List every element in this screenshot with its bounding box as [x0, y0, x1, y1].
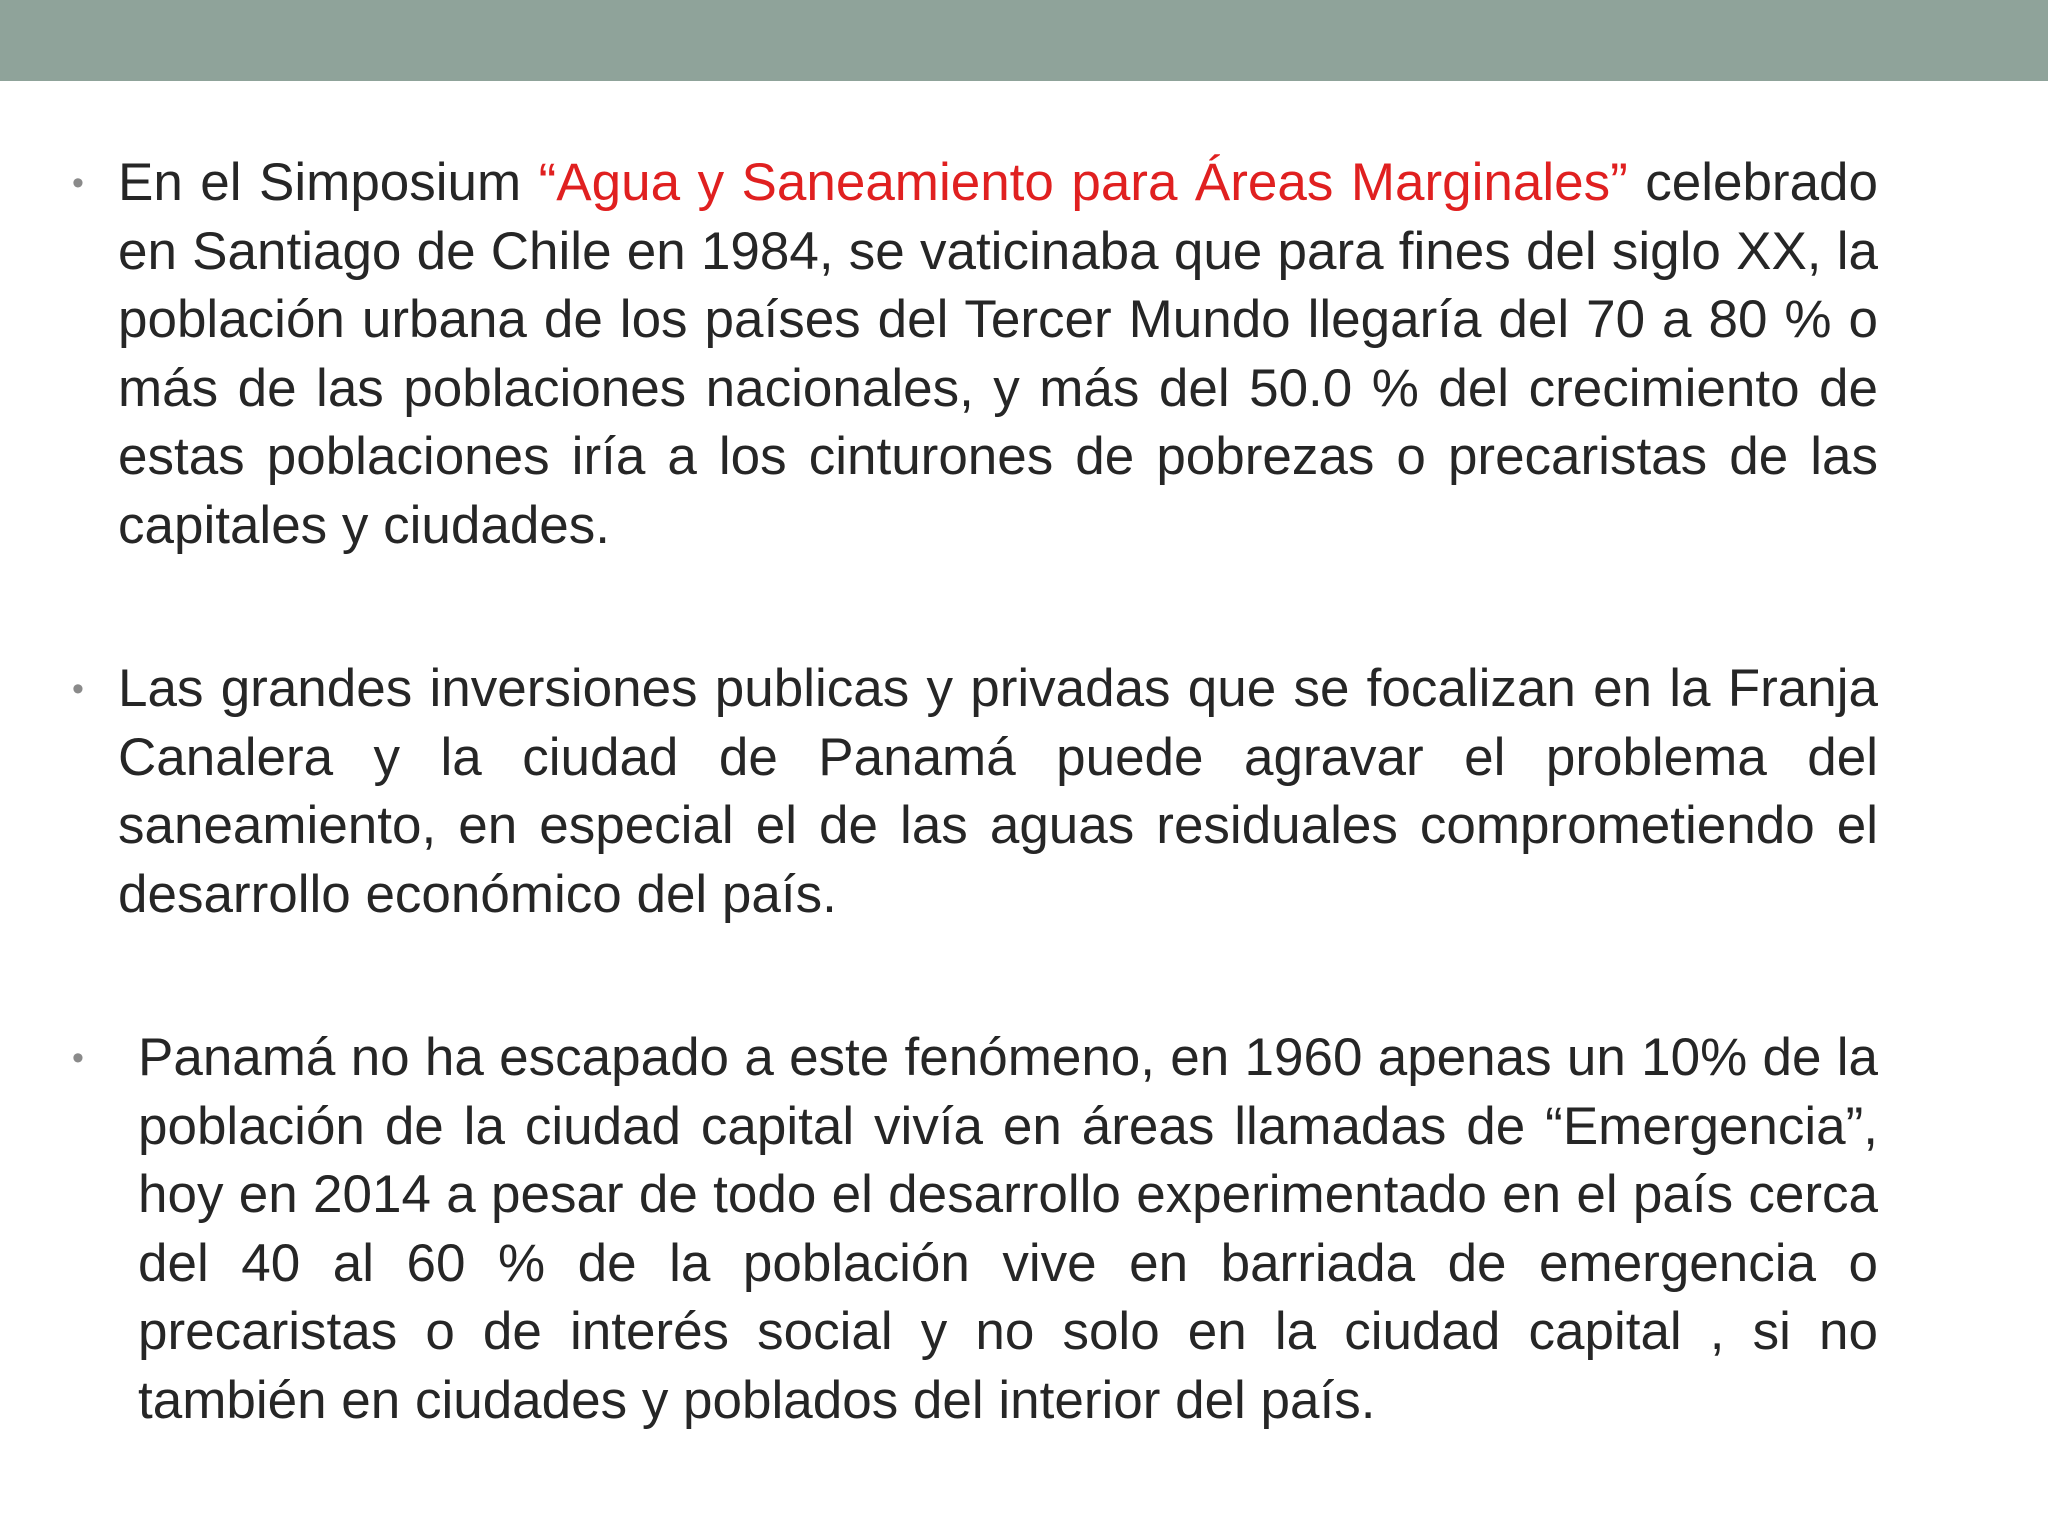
bullet-text-1: [118, 149, 1878, 560]
bullet-text-3: Panamá no ha escapado a este fenómeno, en 1960 apenas un 10% de la población de la ciudad capital vivía en áreas llamadas de “Emergencia”, hoy en 2014 a pesar de todo el desarrollo experimentado en el país cerca del 40 al 60 % de la población vive en barriada de emergencia o precaristas o de interés social y no solo en la ciudad capital , si no también en ciudades y poblados del interior del país.: [138, 1028, 1878, 1430]
bullet-text-2: Las grandes inversiones publicas y privadas que se focalizan en la Franja Canalera y la ciudad de Panamá puede agravar el problema del saneamiento, en especial el de las aguas residuales comprometiendo el desarrollo económico del país.: [118, 659, 1878, 924]
bullet-text-1-post: celebrado en Santiago de Chile en 1984, se vaticinaba que para fines del siglo XX, la población urbana de los países del Tercer Mundo llegaría del 70 a 80 % o más de las poblaciones nacionales, y más del 50.0 % del crecimiento de estas poblaciones iría a los cinturones de pobrezas o precaristas de las capitales y ciudades.: [118, 153, 1878, 555]
bullet-dot: •: [72, 1039, 84, 1077]
bullet-dot: •: [72, 164, 84, 202]
bullet-item-3: [72, 1024, 1878, 1435]
slide-header-bar: [0, 0, 2048, 81]
bullet-dot: •: [72, 670, 84, 708]
bullet-item-1: [72, 149, 1878, 560]
bullet-item-2: [72, 655, 1878, 929]
bullet-text-1-pre: En el Simposium: [118, 153, 539, 212]
symposium-title: “Agua y Saneamiento para Áreas Marginales”: [538, 153, 1628, 212]
